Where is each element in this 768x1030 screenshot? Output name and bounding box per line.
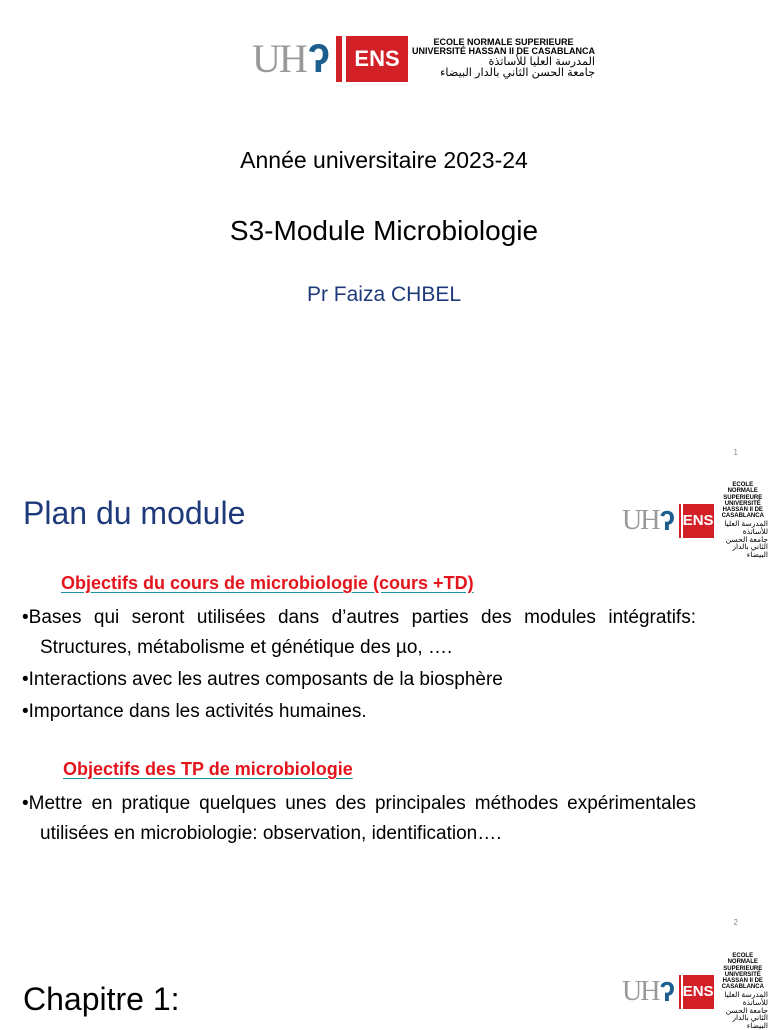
chapter-title: Chapitre 1: xyxy=(23,981,180,1017)
red-divider xyxy=(679,975,681,1009)
slide-3 xyxy=(0,945,768,1030)
ens-logo xyxy=(622,953,768,1030)
list-item: •Interactions avec les autres composants de la biosphère xyxy=(22,669,503,690)
school-arabic-1: المدرسة العليا للأساتذة xyxy=(724,989,768,1007)
tp-objectives-list xyxy=(22,789,696,851)
course-objectives-heading: Objectifs du cours de microbiologie (cours +TD) xyxy=(61,573,474,593)
ens-logo xyxy=(622,482,768,559)
school-name xyxy=(718,953,768,1030)
school-arabic-2: جامعة الحسن الثاني بالدار البيضاء xyxy=(440,67,596,80)
page-number: 1 xyxy=(733,448,738,457)
uh2c-logo-icon: UH xyxy=(622,504,659,536)
hook-icon: ʔ xyxy=(307,36,331,81)
hook-icon: ʔ xyxy=(659,975,676,1007)
school-line-2: UNIVERSITÉ HASSAN II DE CASABLANCA xyxy=(721,971,764,991)
school-line-2: UNIVERSITÉ HASSAN II DE CASABLANCA xyxy=(412,46,596,57)
uh2c-logo-icon: UH xyxy=(622,975,659,1007)
list-item: •Mettre en pratique quelques unes des principales méthodes expérimentales utilisées en microbiologie: observation, identification…. xyxy=(22,793,696,844)
list-item: •Importance dans les activités humaines. xyxy=(22,701,367,722)
school-arabic-1: المدرسة العليا للأساتذة xyxy=(724,518,768,536)
academic-year: Année universitaire 2023-24 xyxy=(240,147,528,173)
ens-logo xyxy=(252,36,595,82)
course-objectives-list xyxy=(22,603,696,729)
slide-2 xyxy=(0,465,768,945)
plan-title: Plan du module xyxy=(23,495,246,531)
module-title: S3-Module Microbiologie xyxy=(229,215,539,246)
school-name xyxy=(412,38,595,81)
tp-objectives-heading: Objectifs des TP de microbiologie xyxy=(63,759,353,779)
red-divider xyxy=(679,504,681,538)
list-item: •Bases qui seront utilisées dans d’autres parties des modules intégratifs: Structures, métabolisme et génétique des µo, …. xyxy=(22,607,696,658)
ens-badge: ENS xyxy=(683,504,714,538)
hook-icon: ʔ xyxy=(659,504,676,536)
school-line-1: ECOLE NORMALE SUPERIEURE xyxy=(433,36,574,47)
uh2c-logo-icon: UH xyxy=(252,36,306,81)
school-arabic-2: جامعة الحسن الثاني بالدار البيضاء xyxy=(725,534,768,560)
slide-1 xyxy=(0,0,768,465)
school-line-1: ECOLE NORMALE SUPERIEURE xyxy=(723,482,763,501)
ens-badge: ENS xyxy=(346,36,408,82)
school-arabic-1: المدرسة العليا للأساتذة xyxy=(488,55,596,68)
page-number: 2 xyxy=(733,918,738,927)
red-divider xyxy=(336,36,342,82)
professor-name: Pr Faiza CHBEL xyxy=(306,283,462,306)
school-line-1: ECOLE NORMALE SUPERIEURE xyxy=(723,953,763,972)
school-arabic-2: جامعة الحسن الثاني بالدار البيضاء xyxy=(725,1005,768,1030)
school-line-2: UNIVERSITÉ HASSAN II DE CASABLANCA xyxy=(721,500,764,520)
ens-badge: ENS xyxy=(683,975,714,1009)
school-name xyxy=(718,482,768,559)
